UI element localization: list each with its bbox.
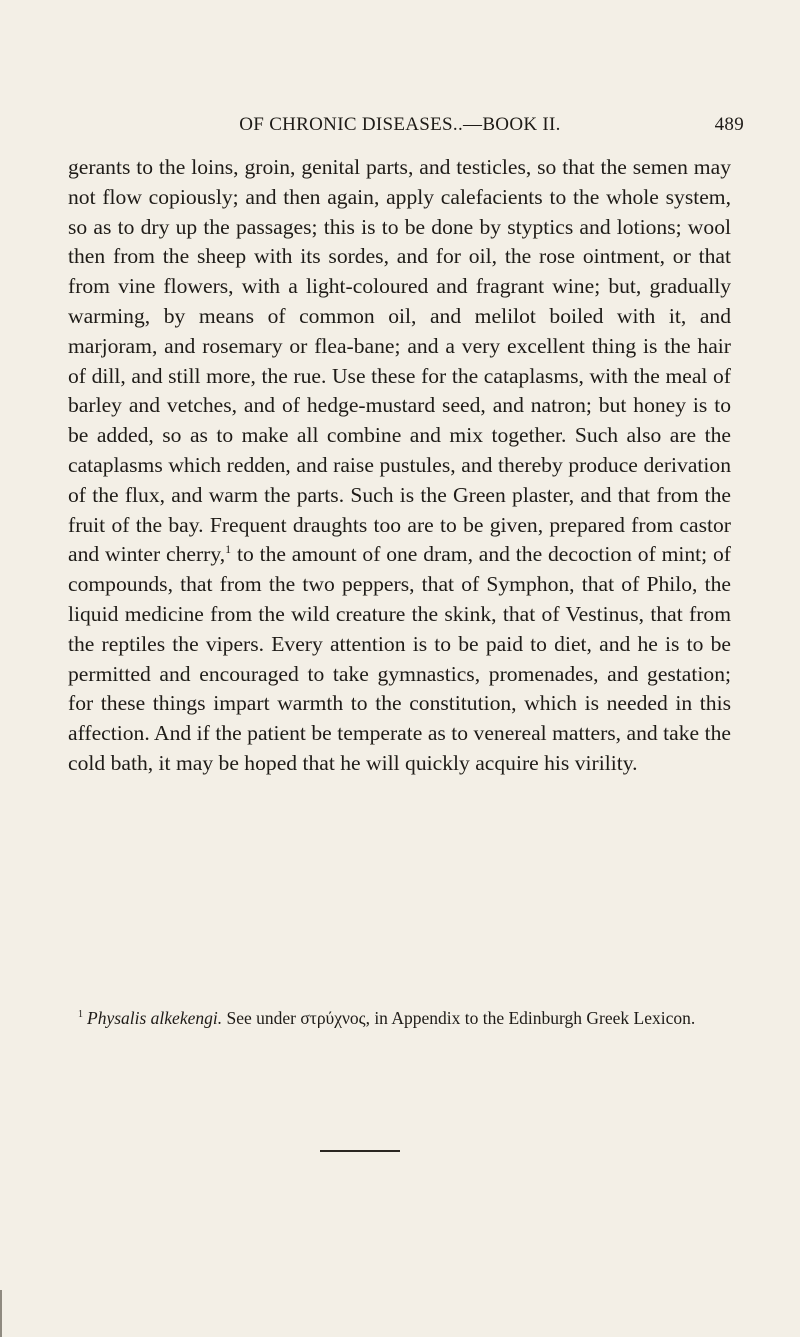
running-title: OF CHRONIC DISEASES..—BOOK II. [239, 114, 561, 135]
gutter-edge-line [0, 1290, 2, 1337]
footnote-mark: 1 [78, 1009, 83, 1020]
section-rule [320, 1150, 400, 1152]
running-head [0, 114, 800, 138]
footnote-term: Physalis alkekengi. [87, 1008, 223, 1028]
body-paragraph [68, 153, 731, 779]
footnote-reference: 1 [225, 542, 232, 557]
page-number: 489 [714, 114, 744, 135]
body-text-part-1: gerants to the loins, groin, genital parts, and testicles, so that the semen may not flow copiously; and then again, apply calefacients to the whole system, so as to dry up the passages; this is to be done by styptics and lotions; wool then from the sheep with its sordes, and for oil, the rose ointment, or that from vine flowers, with a light-coloured and fragrant wine; but, gradually warming, by means of common oil, and melilot boiled with it, and marjoram, and rosemary or flea-bane; and a very excellent thing is the hair of dill, and still more, the rue. Use these for the cataplasms, with the meal of barley and vetches, and of hedge-mustard seed, and natron; but honey is to be added, so as to make all combine and mix together. Such also are the cataplasms which redden, and raise pustules, and thereby produce derivation of the flux, and warm the parts. Such is the Green plaster, and that from the fruit of the bay. Frequent draughts too are to be given, prepared from castor and winter cherry, [68, 155, 731, 567]
footnote [68, 1007, 731, 1029]
footnote-text: See under στρύχνος, in Appendix to the Edinburgh Greek Lexicon. [222, 1008, 696, 1028]
body-text-part-2: to the amount of one dram, and the decoction of mint; of compounds, that from the two peppers, that of Symphon, that of Philo, the liquid medicine from the wild creature the skink, that of Vestinus, that from the reptiles the vipers. Every attention is to be paid to diet, and he is to be permitted and encouraged to take gymnastics, promenades, and gestation; for these things impart warmth to the constitution, which is needed in this affection. And if the patient be temperate as to venereal matters, and take the cold bath, it may be hoped that he will quickly acquire his virility. [68, 542, 731, 775]
